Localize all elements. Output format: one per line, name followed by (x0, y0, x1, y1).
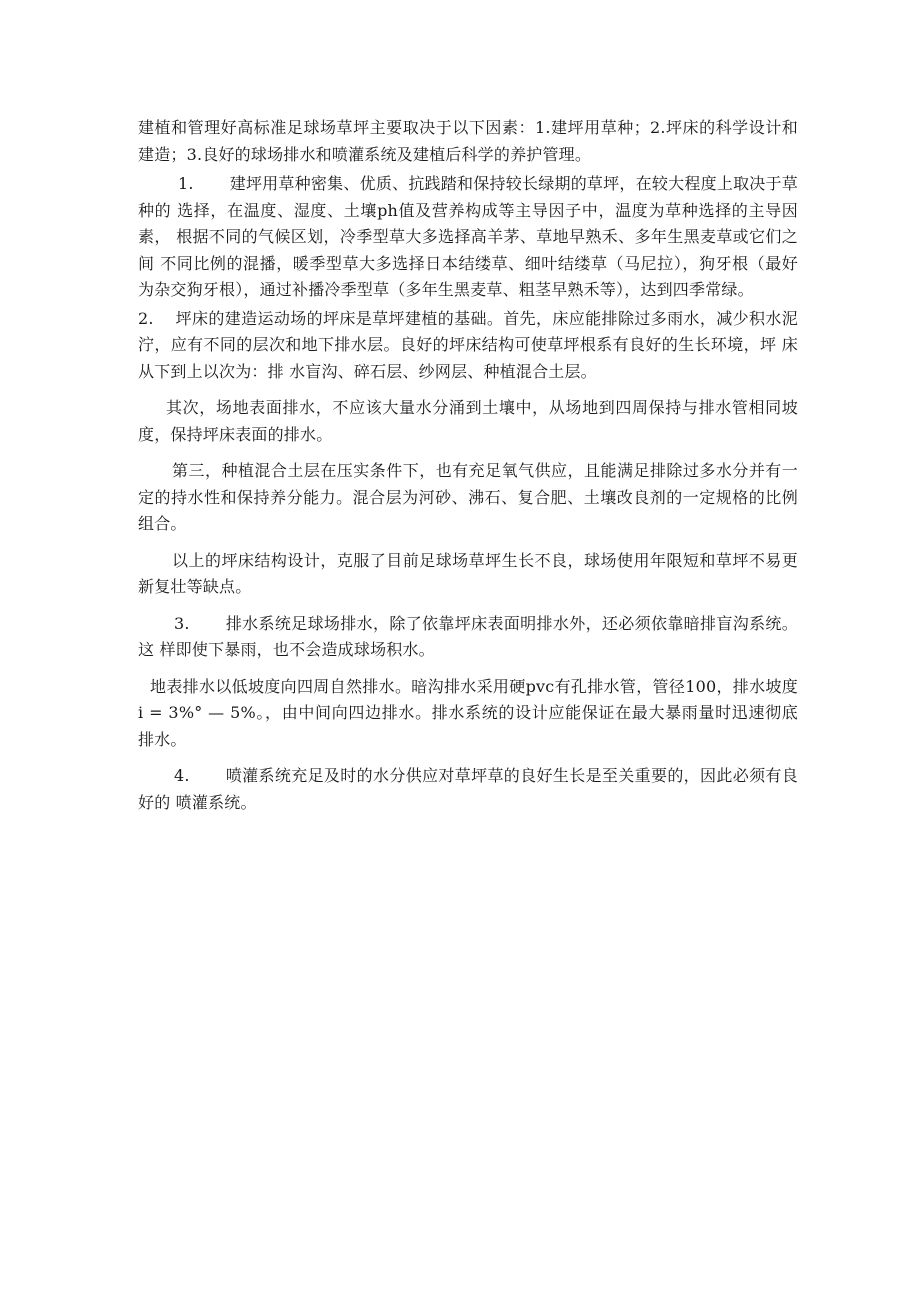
section-number: 3. (174, 613, 190, 633)
paragraph-surface-drainage (138, 395, 798, 448)
paragraph-structure-summary (138, 548, 798, 601)
section-number: 2. (138, 308, 154, 328)
paragraph-section-1 (138, 171, 798, 304)
paragraph-text: 以上的坪床结构设计，克服了目前足球场草坪生长不良，球场使用年限短和草坪不易更新复壮等缺点。 (138, 550, 798, 596)
paragraph-soil-layer (138, 458, 798, 538)
section-number: 1. (178, 174, 194, 193)
paragraph-text: 建坪用草种密集、优质、抗践踏和保持较长绿期的草坪，在较大程度上取决于草种的 选择，在温度、湿度、土壤ph值及营养构成等主导因子中，温度为草种选择的主导因素， 根据不同的气候区划，冷季型草大多选择高羊茅、草地早熟禾、多年生黑麦草或它们之间 不同比例的混播，暖季型草大多选择日本结缕草、细叶结缕草（马尼拉），狗牙根（最好 为杂交狗牙根），通过补播冷季型草（多年生黑麦草、粗茎早熟禾等），达到四季常绿。 (138, 174, 798, 299)
section-number: 4. (174, 766, 190, 785)
paragraph-text: 地表排水以低坡度向四周自然排水。暗沟排水采用硬pvc有孔排水管，管径100，排水坡度i = 3%° — 5%。，由中间向四边排水。排水系统的设计应能保证在最大暴雨量时迅速彻底 排水。 (138, 676, 798, 749)
paragraph-text: 喷灌系统充足及时的水分供应对草坪草的良好生长是至关重要的，因此必须有良好的 喷灌系统。 (138, 766, 798, 812)
paragraph-section-4 (138, 763, 798, 816)
paragraph-text: 第三，种植混合土层在压实条件下，也有充足氧气供应，且能满足排除过多水分并有一定的持水性和保持养分能力。混合层为河砂、沸石、复合肥、土壤改良剂的一定规格的比例组合。 (138, 461, 798, 533)
paragraph-text: 坪床的建造运动场的坪床是草坪建植的基础。首先，床应能排除过多雨水，减少积水泥 泞，应有不同的层次和地下排水层。良好的坪床结构可使草坪根系有良好的生长环境，坪 床从下到上以次为：排 水盲沟、碎石层、纱网层、种植混合土层。 (138, 308, 798, 381)
paragraph-text: 其次，场地表面排水，不应该大量水分涌到土壤中，从场地到四周保持与排水管相同坡度，保持坪床表面的排水。 (138, 398, 798, 444)
paragraph-text: 建植和管理好高标准足球场草坪主要取决于以下因素：1.建坪用草种；2.坪床的科学设计和建造；3.良好的球场排水和喷灌系统及建植后科学的养护管理。 (138, 118, 798, 164)
paragraph-section-2 (138, 306, 798, 386)
document-body (138, 115, 798, 816)
paragraph-section-3 (138, 611, 798, 664)
paragraph-intro (138, 115, 798, 168)
paragraph-text: 排水系统足球场排水，除了依靠坪床表面明排水外，还必须依靠暗排盲沟系统。这 样即使下暴雨，也不会造成球场积水。 (138, 613, 798, 659)
paragraph-drainage-detail (138, 674, 798, 754)
